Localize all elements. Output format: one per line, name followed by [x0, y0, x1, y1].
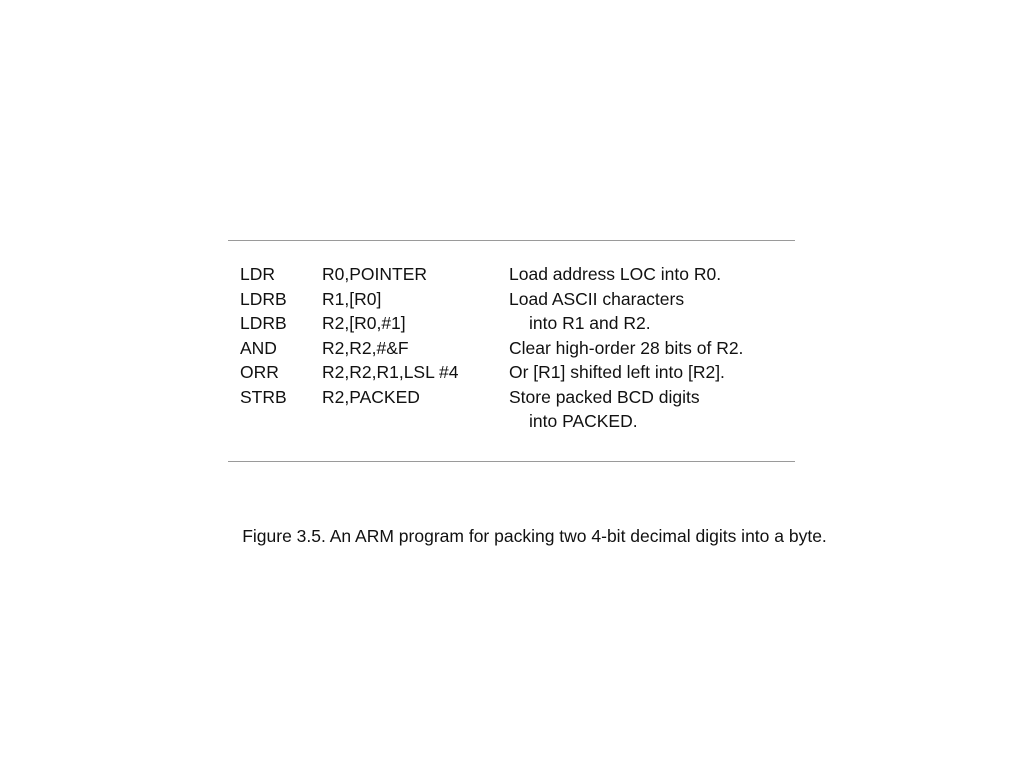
instruction-operands: R2,R2,R1,LSL #4: [322, 362, 459, 382]
program-line: [240, 311, 790, 336]
instruction-operands: R0,POINTER: [322, 264, 428, 284]
instruction-operands: R2,[R0,#1]: [322, 313, 406, 333]
instruction-comment: into PACKED.: [529, 411, 638, 431]
instruction-operands: R1,[R0]: [322, 288, 382, 309]
instruction-comment: Load address LOC into R0.: [509, 264, 722, 284]
instruction-comment: Or [R1] shifted left into [R2].: [509, 362, 725, 382]
instruction-comment: Store packed BCD digits: [509, 386, 700, 407]
program-line: [240, 262, 790, 287]
top-rule: [228, 240, 795, 241]
instruction-mnemonic: ORR: [240, 362, 279, 382]
figure-caption: Figure 3.5. An ARM program for packing two 4-bit decimal digits into a byte.: [242, 526, 827, 546]
program-line: [240, 287, 790, 312]
program-line: [240, 360, 790, 385]
instruction-operands: R2,R2,#&F: [322, 337, 409, 358]
program-line: [240, 385, 790, 410]
instruction-mnemonic: LDRB: [240, 288, 287, 309]
instruction-mnemonic: STRB: [240, 386, 287, 407]
instruction-comment: Load ASCII characters: [509, 288, 685, 309]
program-line: [240, 336, 790, 361]
instruction-mnemonic: LDRB: [240, 313, 287, 333]
instruction-comment: into R1 and R2.: [529, 313, 651, 333]
instruction-mnemonic: LDR: [240, 264, 276, 284]
program-line: [240, 409, 790, 434]
instruction-mnemonic: AND: [240, 337, 277, 358]
program-listing: [240, 262, 790, 434]
bottom-rule: [228, 461, 795, 462]
instruction-comment: Clear high-order 28 bits of R2.: [509, 337, 744, 358]
instruction-operands: R2,PACKED: [322, 386, 420, 407]
